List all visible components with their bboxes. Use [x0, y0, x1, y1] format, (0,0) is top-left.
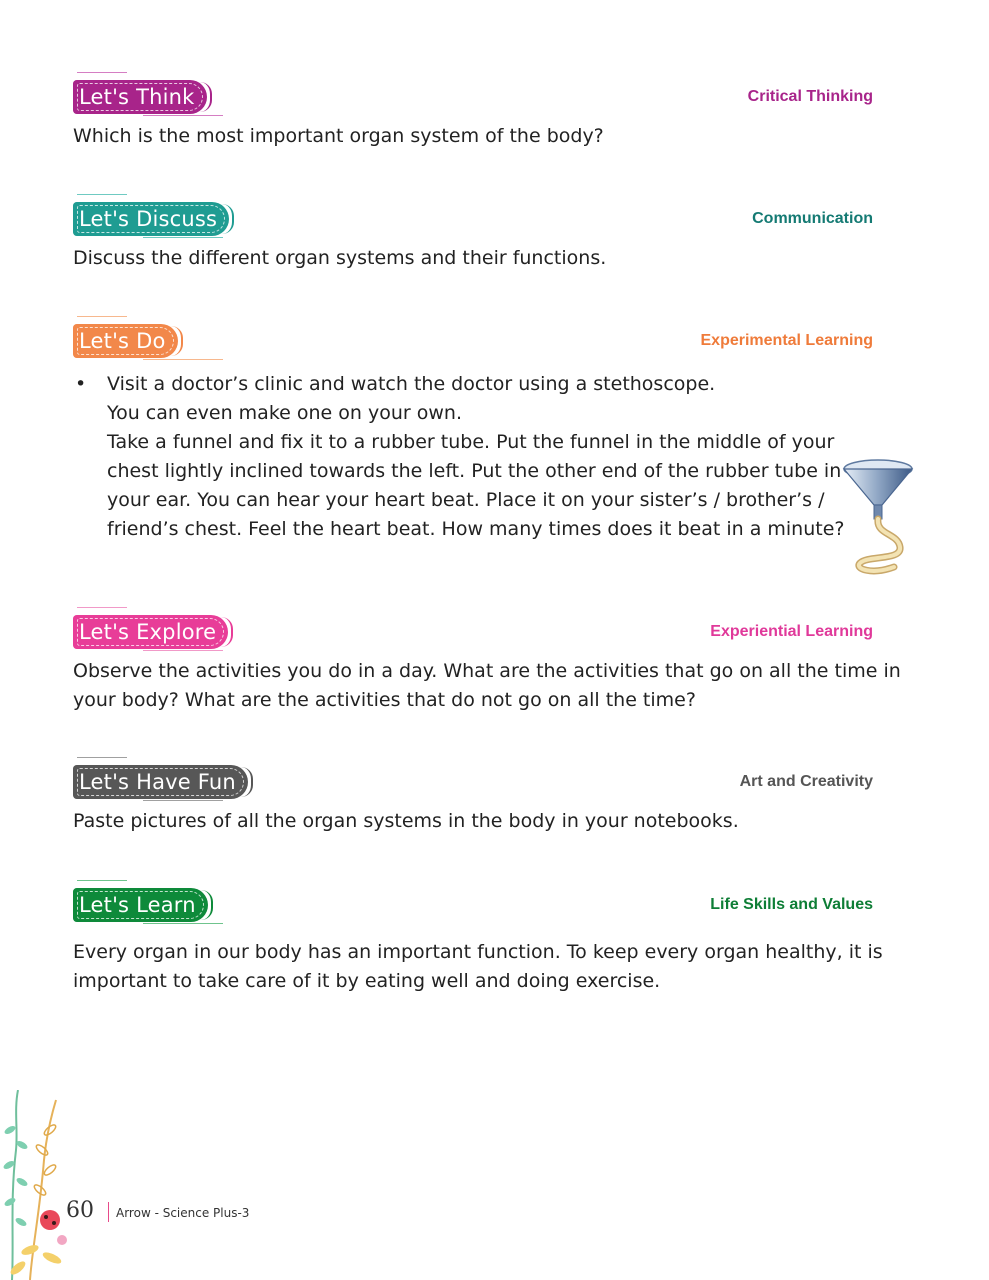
page-footer [0, 1090, 989, 1280]
decor-line [143, 359, 223, 360]
decor-line [77, 607, 127, 608]
skill-tag: Experimental Learning [700, 332, 873, 349]
decor-line [77, 316, 127, 317]
section-lets-learn [73, 884, 903, 996]
section-header [73, 884, 903, 924]
decor-line [77, 194, 127, 195]
section-text: Paste pictures of all the organ systems in the body in your notebooks. [73, 810, 739, 832]
skill-tag: Critical Thinking [747, 88, 873, 105]
section-text: Which is the most important organ system of the body? [73, 125, 604, 147]
skill-tag: Experiential Learning [710, 623, 873, 640]
section-header [73, 761, 903, 801]
page-separator [108, 1202, 109, 1222]
section-title-badge: Let's Have Fun [73, 765, 248, 799]
decor-line [143, 923, 223, 924]
section-lets-have-fun [73, 761, 903, 836]
funnel-stethoscope-icon [838, 455, 920, 577]
decor-line [77, 72, 127, 73]
section-lets-discuss [73, 198, 903, 273]
decor-line [143, 800, 223, 801]
activity-line: • Visit a doctor’s clinic and watch the doctor using a stethoscope. [107, 373, 716, 395]
section-text: Observe the activities you do in a day. What are the activities that go on all the time in your body? What are the activities that do not go on all the time? [73, 660, 901, 711]
book-title: Arrow - Science Plus-3 [116, 1206, 250, 1220]
decor-line [143, 115, 223, 116]
section-text: Every organ in our body has an important function. To keep every organ healthy, it is important to take care of it by eating well and doing exercise. [73, 941, 883, 992]
section-header [73, 320, 903, 360]
activity-instructions: Take a funnel and fix it to a rubber tube. Put the funnel in the middle of your chest lightly inclined towards the left. Put the other end of the rubber tube in your ear. You can hear your heart beat. Place it on your sister’s / brother’s / friend’s chest. Feel the heart beat. How many times does it beat in a minute? [107, 431, 845, 540]
section-title-badge: Let's Do [73, 324, 178, 358]
section-header [73, 76, 903, 116]
activity-line: You can even make one on your own. [107, 402, 462, 424]
decor-line [77, 880, 127, 881]
section-title-badge: Let's Think [73, 80, 207, 114]
section-lets-explore [73, 611, 903, 715]
section-lets-do [73, 320, 903, 544]
section-lets-think [73, 76, 903, 151]
skill-tag: Art and Creativity [739, 773, 873, 790]
skill-tag: Life Skills and Values [710, 896, 873, 913]
decor-line [143, 237, 223, 238]
section-text: Discuss the different organ systems and their functions. [73, 247, 607, 269]
activity-list [73, 370, 903, 544]
skill-tag: Communication [752, 210, 873, 227]
page-number: 60 [66, 1198, 94, 1223]
section-header [73, 611, 903, 651]
decor-line [77, 757, 127, 758]
decor-line [143, 650, 223, 651]
list-item [73, 370, 903, 544]
floral-decoration-icon [0, 1090, 80, 1280]
section-title-badge: Let's Explore [73, 615, 228, 649]
section-header [73, 198, 903, 238]
section-title-badge: Let's Discuss [73, 202, 229, 236]
section-title-badge: Let's Learn [73, 888, 208, 922]
